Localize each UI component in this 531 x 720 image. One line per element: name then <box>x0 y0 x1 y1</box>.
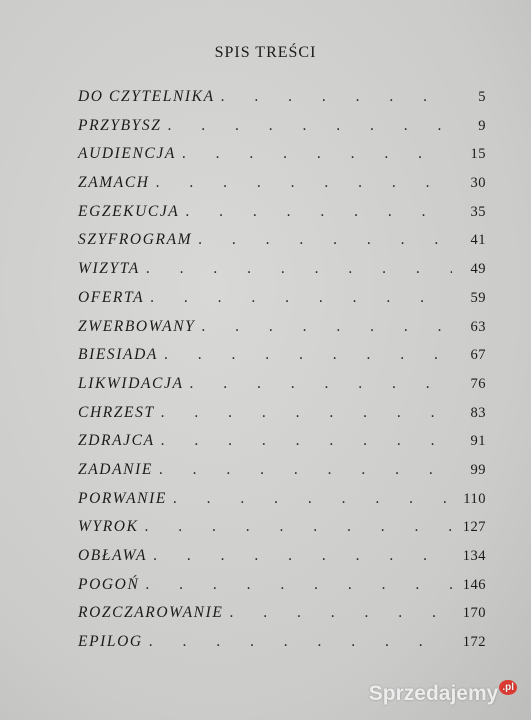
dot-leader <box>139 518 452 536</box>
watermark-suffix: .pl <box>499 680 517 695</box>
toc-entry <box>78 145 486 174</box>
toc-entry <box>78 117 486 146</box>
entry-title: ZADANIE <box>78 460 153 478</box>
toc-entry <box>78 432 486 461</box>
page-number: 15 <box>470 146 486 163</box>
page-number: 83 <box>470 404 486 421</box>
dot-leader <box>184 375 452 393</box>
page-title: SPIS TREŚCI <box>214 44 317 61</box>
page-number: 63 <box>470 318 486 335</box>
entry-title: EGZEKUCJA <box>78 202 180 220</box>
dot-leader <box>150 174 452 192</box>
page-number: 41 <box>470 232 486 249</box>
page-number: 5 <box>478 89 486 105</box>
page-number: 9 <box>478 117 486 134</box>
dot-leader <box>195 318 452 336</box>
watermark-logo <box>369 682 517 706</box>
page-number: 134 <box>462 548 486 564</box>
page-number: 99 <box>470 461 486 478</box>
dot-leader <box>215 88 452 106</box>
dot-leader <box>167 490 452 508</box>
entry-title: ZDRAJCA <box>78 432 155 450</box>
toc-entry <box>78 461 486 490</box>
toc-entry <box>78 260 486 289</box>
toc-entry <box>78 289 486 318</box>
dot-leader <box>140 260 452 278</box>
dot-leader <box>155 432 452 450</box>
toc-entry <box>78 604 486 633</box>
toc-entry <box>78 518 486 547</box>
entry-title: WYROK <box>78 518 139 536</box>
page-number: 76 <box>470 375 486 392</box>
dot-leader <box>147 547 452 565</box>
dot-leader <box>143 633 452 651</box>
dot-leader <box>161 117 452 135</box>
toc-entry <box>78 404 486 433</box>
page-number: 146 <box>462 576 486 593</box>
toc-entry <box>78 88 486 117</box>
page-number: 127 <box>462 519 486 536</box>
page-number: 30 <box>470 175 486 192</box>
entry-title: SZYFROGRAM <box>78 231 193 249</box>
entry-title: EPILOG <box>78 633 143 651</box>
page-number: 59 <box>470 289 486 306</box>
entry-title: ROZCZAROWANIE <box>78 604 224 622</box>
entry-title: BIESIADA <box>78 346 158 364</box>
toc-entry <box>78 174 486 203</box>
page-number: 67 <box>470 347 486 364</box>
toc-entry <box>78 231 486 260</box>
entry-title: OBŁAWA <box>78 547 148 564</box>
entry-title: POGOŃ <box>78 575 140 593</box>
watermark-text: Sprzedajemy <box>368 682 499 705</box>
entry-title: LIKWIDACJA <box>78 374 184 392</box>
page-number: 49 <box>470 261 486 278</box>
page-number: 110 <box>463 490 486 507</box>
dot-leader <box>155 404 452 422</box>
dot-leader <box>144 289 452 307</box>
dot-leader <box>176 145 452 163</box>
page-number: 35 <box>470 203 486 220</box>
dot-leader <box>153 461 452 479</box>
page-number: 170 <box>462 605 486 622</box>
toc-entry <box>78 203 486 232</box>
dot-leader <box>192 231 452 249</box>
dot-leader <box>158 346 452 364</box>
dot-leader <box>179 203 452 221</box>
toc-entry <box>78 375 486 404</box>
toc-entry <box>78 633 486 662</box>
entry-title: DO CZYTELNIKA <box>78 88 215 105</box>
entry-title: PORWANIE <box>78 489 167 507</box>
entry-title: ZWERBOWANY <box>78 317 196 335</box>
dot-leader <box>223 604 452 622</box>
toc-entry <box>78 318 486 347</box>
page-number: 172 <box>462 634 486 651</box>
entry-title: AUDIENCJA <box>78 145 176 163</box>
dot-leader <box>139 576 452 594</box>
toc-entry <box>78 547 486 576</box>
toc-entry <box>78 490 486 519</box>
page-number: 91 <box>470 433 486 450</box>
toc-entry <box>78 576 486 605</box>
table-of-contents <box>78 88 486 662</box>
toc-entry <box>78 346 486 375</box>
entry-title: CHRZEST <box>78 403 155 421</box>
entry-title: PRZYBYSZ <box>78 116 162 134</box>
entry-title: OFERTA <box>78 288 145 306</box>
entry-title: WIZYTA <box>78 260 140 278</box>
entry-title: ZAMACH <box>78 174 150 192</box>
